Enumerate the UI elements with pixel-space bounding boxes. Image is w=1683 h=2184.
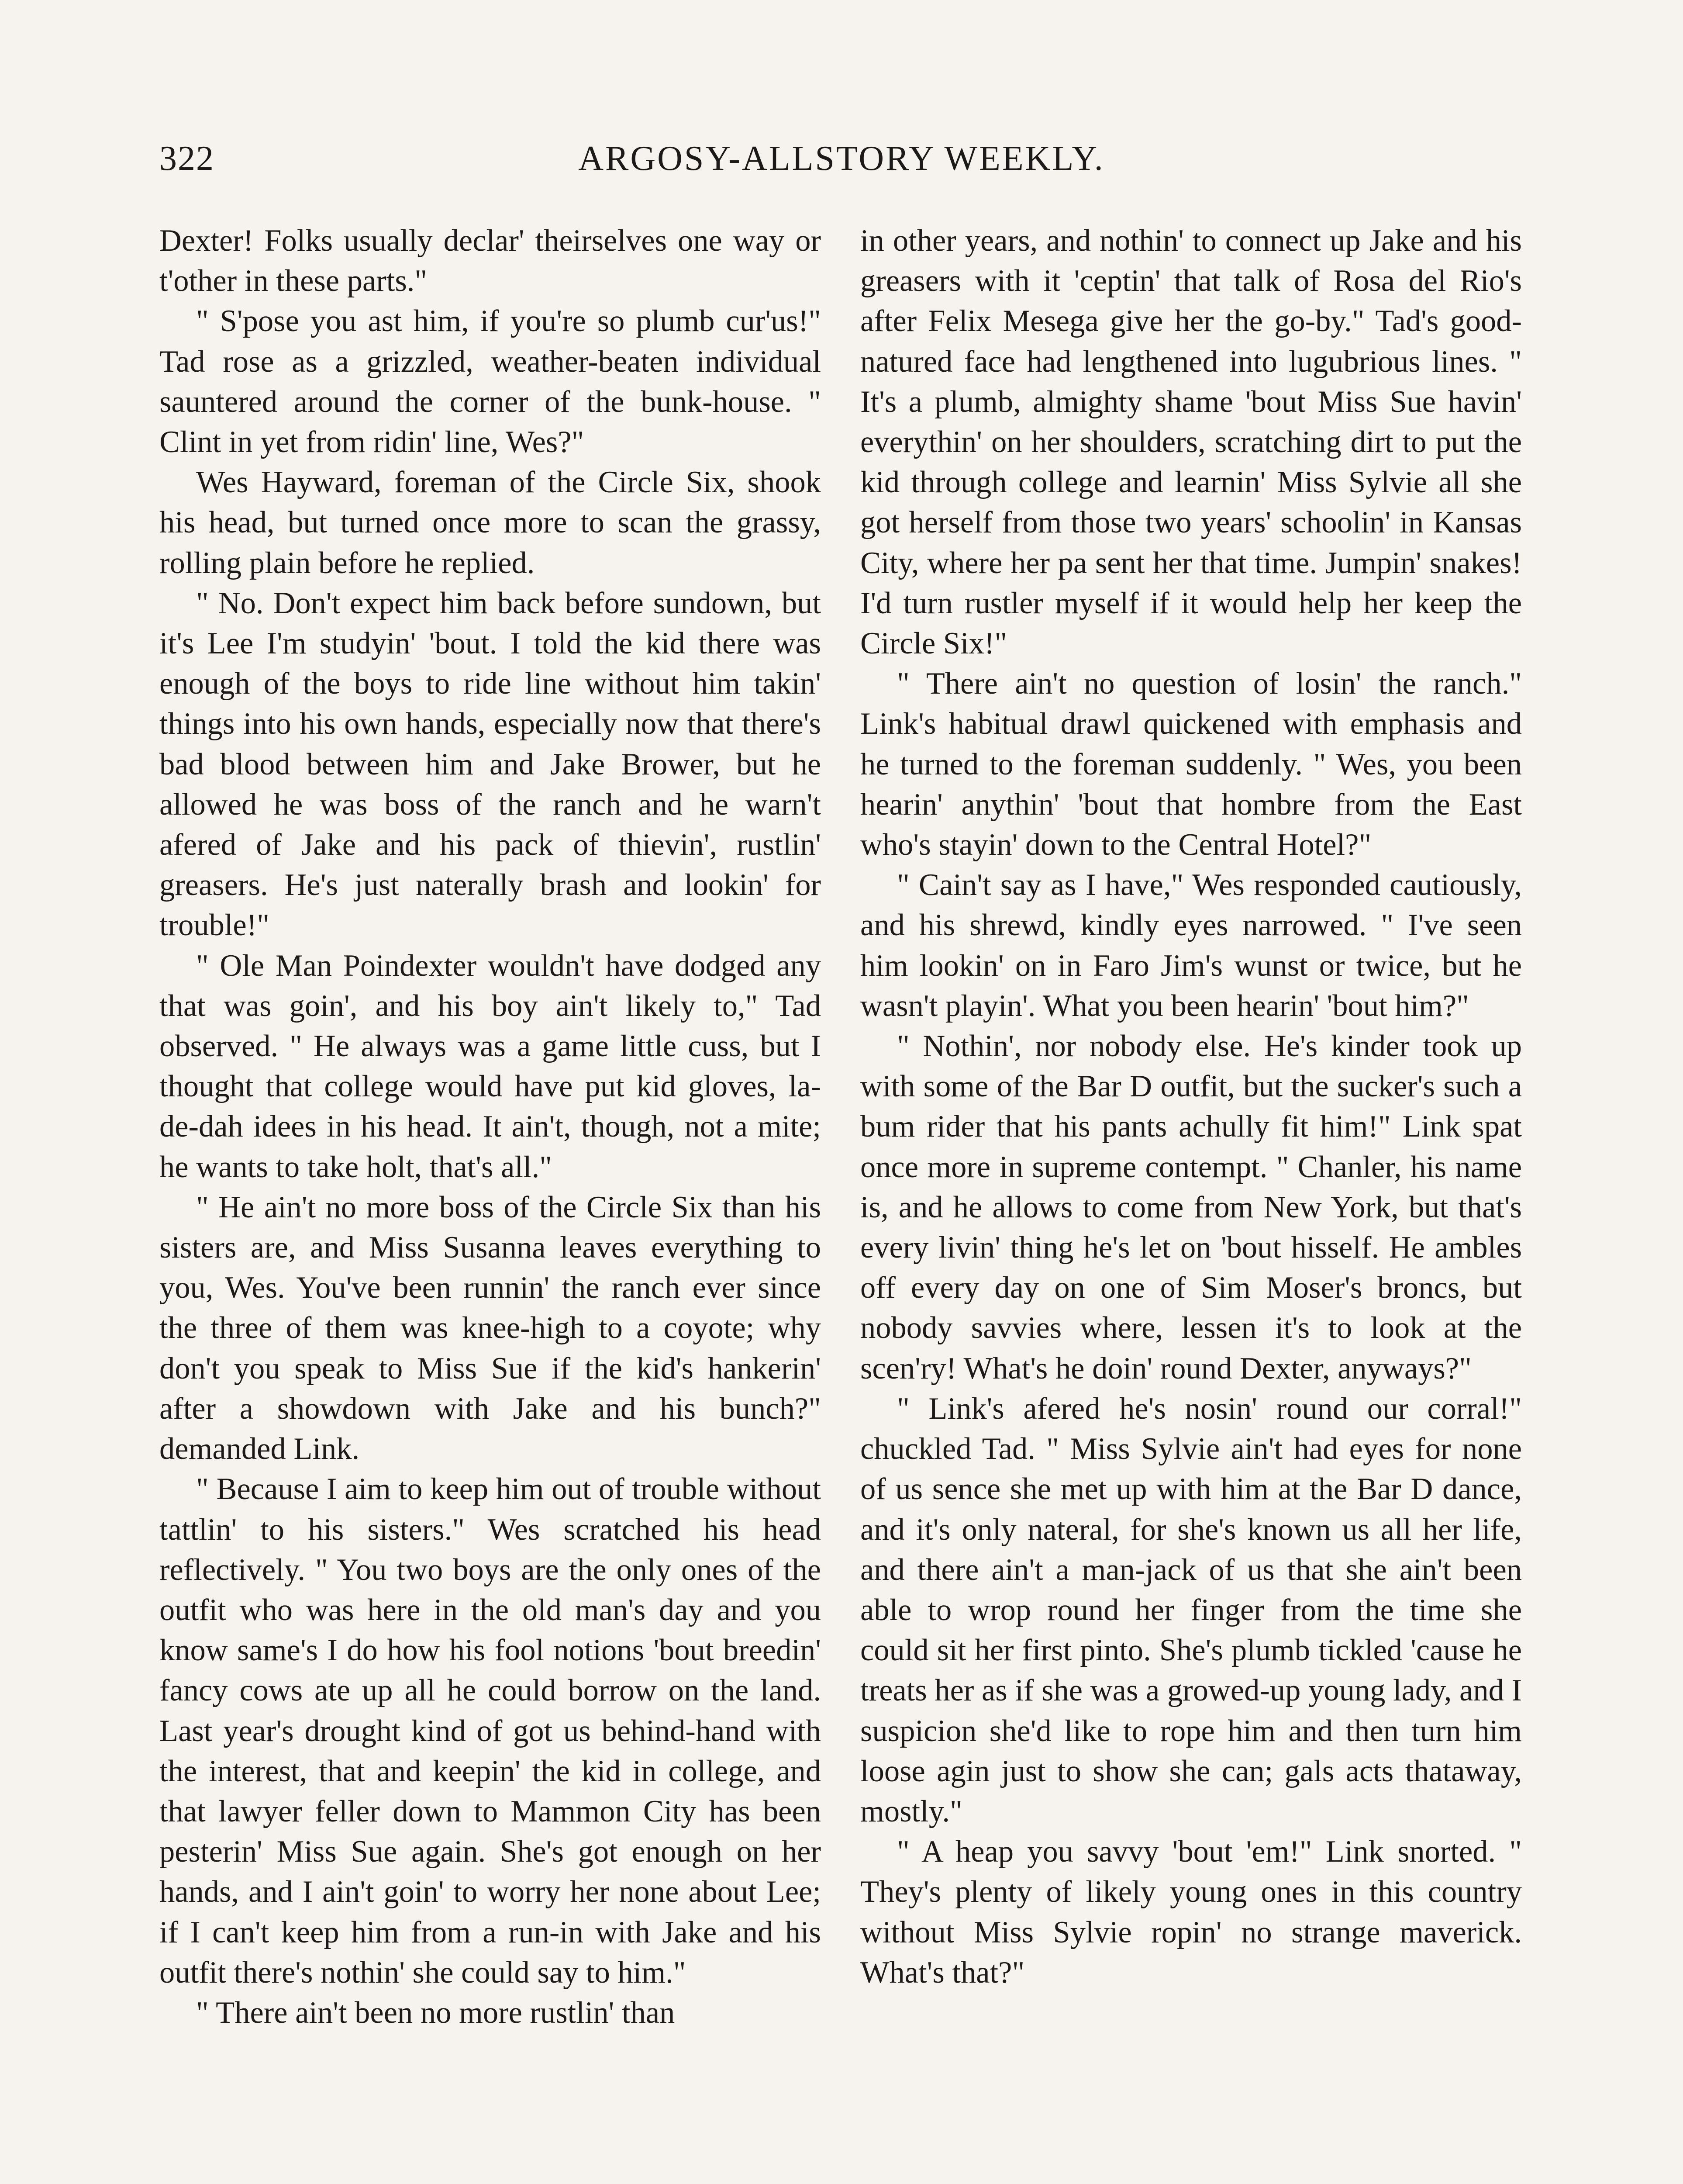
paragraph: " No. Don't expect him back before sundown, but it's Lee I'm studyin' 'bout. I told the kid there was enough of the boys to ride line without him takin' things into his own hands, especially now that there's bad blood between him and Jake Brower, but he allowed he was boss of the ranch and he warn't afered of Jake and his pack of thievin', rustlin' greasers. He's just naterally brash and lookin' for trouble!" [159, 586, 821, 943]
paragraph: " There ain't no question of losin' the ranch." Link's habitual drawl quickened with emphasis and he turned to the foreman suddenly. " Wes, you been hearin' anythin' 'bout that hombre from the East who's stayin' down to the Central Hotel?" [860, 667, 1522, 862]
paragraph: " There ain't been no more rustlin' than [196, 1995, 675, 2030]
running-title: ARGOSY-ALLSTORY WEEKLY. [578, 139, 1105, 178]
paragraph: " Because I aim to keep him out of trouble without tattlin' to his sisters." Wes scratched his head reflectively. " You two boys are the only ones of the outfit who was here in the old man's day and you know same's I do how his fool notions 'bout breedin' fancy cows ate up all he could borrow on the land. Last year's drought kind of got us behind-hand with the interest, that and keepin' the kid in college, and that lawyer feller down to Mammon City has been pesterin' Miss Sue again. She's got enough on her hands, and I ain't goin' to worry her none about Lee; if I can't keep him from a run-in with Jake and his outfit there's nothin' she could say to him." [159, 1472, 821, 1990]
right-column [860, 221, 1522, 1993]
paragraph: " Nothin', nor nobody else. He's kinder took up with some of the Bar D outfit, but the sucker's such a bum rider that his pants achully fit him!" Link spat once more in supreme contempt. " Chanler, his name is, and he allows to come from New York, but that's every livin' thing he's let on 'bout hisself. He ambles off every day on one of Sim Moser's broncs, but nobody savvies where, lessen it's to look at the scen'ry! What's he doin' round Dexter, anyways?" [860, 1029, 1522, 1386]
paragraph: " A heap you savvy 'bout 'em!" Link snorted. " They's plenty of likely young ones in this country without Miss Sylvie ropin' no strange maverick. What's that?" [860, 1835, 1522, 1990]
page-number: 322 [159, 139, 214, 178]
paragraph: " Link's afered he's nosin' round our corral!" chuckled Tad. " Miss Sylvie ain't had eyes for none of us sence she met up with him at the Bar D dance, and it's only nateral, for she's known us all her life, and there ain't a man-jack of us that she ain't been able to wrop round her finger from the time she could sit her first pinto. She's plumb tickled 'cause he treats her as if she was a growed-up young lady, and I suspicion she'd like to rope him and then turn him loose agin just to show she can; gals acts thataway, mostly." [860, 1391, 1522, 1828]
paragraph: " He ain't no more boss of the Circle Six than his sisters are, and Miss Susanna leaves everything to you, Wes. You've been runnin' the ranch ever since the three of them was knee-high to a coyote; why don't you speak to Miss Sue if the kid's hankerin' after a showdown with Jake and his bunch?" demanded Link. [159, 1190, 821, 1466]
paragraph: Wes Hayward, foreman of the Circle Six, shook his head, but turned once more to scan the grassy, rolling plain before he replied. [159, 465, 821, 580]
paragraph: " S'pose you ast him, if you're so plumb cur'us!" Tad rose as a grizzled, weather-beaten individual sauntered around the corner of the bunk-house. " Clint in yet from ridin' line, Wes?" [159, 304, 821, 460]
page-header [159, 139, 1524, 191]
paragraph: in other years, and nothin' to connect up Jake and his greasers with it 'ceptin' that talk of Rosa del Rio's after Felix Mesega give her the go-by." Tad's good-natured face had lengthened into lugubrious lines. " It's a plumb, almighty shame 'bout Miss Sue havin' everythin' on her shoulders, scratching dirt to put the kid through college and learnin' Miss Sylvie all she got herself from those two years' schoolin' in Kansas City, where her pa sent her that time. Jumpin' snakes! I'd turn rustler myself if it would help her keep the Circle Six!" [860, 224, 1522, 661]
left-column [159, 221, 821, 2033]
paragraph: " Cain't say as I have," Wes responded cautiously, and his shrewd, kindly eyes narrowed. " I've seen him lookin' on in Faro Jim's wunst or twice, but he wasn't playin'. What you been hearin' 'bout him?" [860, 868, 1522, 1023]
paragraph: " Ole Man Poindexter wouldn't have dodged any that was goin', and his boy ain't likely to," Tad observed. " He always was a game little cuss, but I thought that college would have put kid gloves, la-de-dah idees in his head. It ain't, though, not a mite; he wants to take holt, that's all." [159, 948, 821, 1184]
paragraph: Dexter! Folks usually declar' theirselves one way or t'other in these parts." [159, 224, 821, 298]
